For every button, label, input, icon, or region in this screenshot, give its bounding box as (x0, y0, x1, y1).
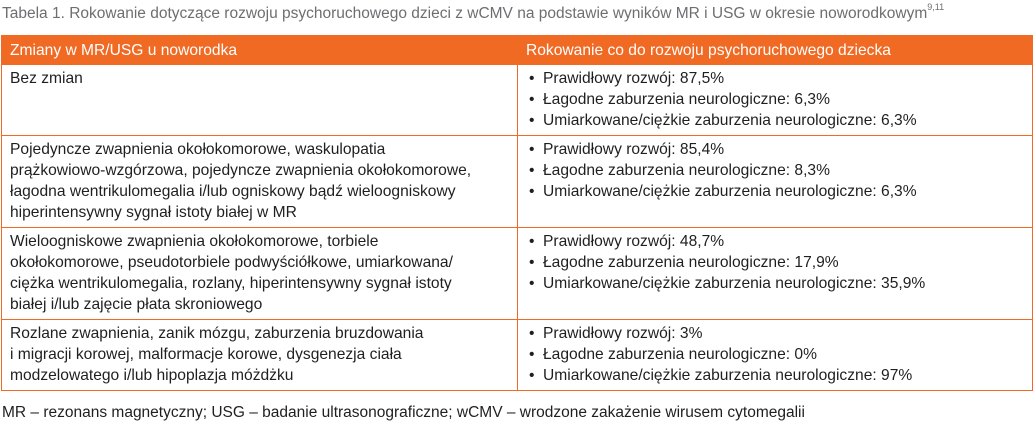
prognosis-item: • Umiarkowane/ciężkie zaburzenia neurologiczne: 6,3% (526, 110, 1024, 131)
prognosis-item: • Prawidłowy rozwój: 3% (526, 323, 1024, 344)
table-caption (2, 4, 944, 23)
row-prognosis-cell (518, 228, 1033, 320)
row-changes-cell: Rozlane zwapnienia, zanik mózgu, zaburzenia bruzdowania i migracji korowej, malformacje korowe, dysgenezja ciała modzelowatego i/lub hipoplazja móżdżku (2, 320, 518, 391)
prognosis-list (526, 68, 1024, 131)
prognosis-item: • Umiarkowane/ciężkie zaburzenia neurologiczne: 35,9% (526, 273, 1024, 294)
table-header-row (2, 36, 1033, 65)
table-row (2, 136, 1033, 228)
prognosis-item: • Prawidłowy rozwój: 85,4% (526, 139, 1024, 160)
prognosis-item: • Łagodne zaburzenia neurologiczne: 8,3% (526, 160, 1024, 181)
table-row (2, 228, 1033, 320)
prognosis-item: • Umiarkowane/ciężkie zaburzenia neurologiczne: 97% (526, 365, 1024, 386)
table-row (2, 320, 1033, 391)
header-changes: Zmiany w MR/USG u noworodka (2, 36, 518, 65)
caption-references: 9,11 (927, 2, 945, 12)
prognosis-item: • Łagodne zaburzenia neurologiczne: 6,3% (526, 89, 1024, 110)
prognosis-list (526, 323, 1024, 386)
header-prognosis: Rokowanie co do rozwoju psychoruchowego dziecka (518, 36, 1033, 65)
caption-text: Tabela 1. Rokowanie dotyczące rozwoju psychoruchowego dzieci z wCMV na podstawie wyników MR i USG w okresie noworodkowym (2, 5, 928, 23)
table-footnote: MR – rezonans magnetyczny; USG – badanie ultrasonograficzne; wCMV – wrodzone zakażenie wirusem cytomegalii (2, 404, 805, 421)
prognosis-item: • Prawidłowy rozwój: 87,5% (526, 68, 1024, 89)
row-changes-cell: Bez zmian (2, 65, 518, 136)
prognosis-item: • Łagodne zaburzenia neurologiczne: 17,9% (526, 252, 1024, 273)
prognosis-list (526, 139, 1024, 202)
table-row (2, 65, 1033, 136)
prognosis-item: • Łagodne zaburzenia neurologiczne: 0% (526, 344, 1024, 365)
prognosis-list (526, 231, 1024, 294)
row-prognosis-cell (518, 320, 1033, 391)
row-prognosis-cell (518, 65, 1033, 136)
prognosis-item: • Umiarkowane/ciężkie zaburzenia neurologiczne: 6,3% (526, 181, 1024, 202)
prognosis-table (1, 35, 1033, 391)
row-changes-cell: Pojedyncze zwapnienia okołokomorowe, waskulopatia prążkowiowo-wzgórzowa, pojedyncze zwapnienia okołokomorowe, łagodna wentrikulomegalia i/lub ogniskowy bądź wieloogniskowy hiperintensywny sygnał istoty białej w MR (2, 136, 518, 228)
prognosis-item: • Prawidłowy rozwój: 48,7% (526, 231, 1024, 252)
row-changes-cell: Wieloogniskowe zwapnienia okołokomorowe, torbiele okołokomorowe, pseudotorbiele podwyściółkowe, umiarkowana/ ciężka wentrikulomegalia, rozlany, hiperintensywny sygnał istoty białej i/lub zajęcie płata skroniowego (2, 228, 518, 320)
row-prognosis-cell (518, 136, 1033, 228)
